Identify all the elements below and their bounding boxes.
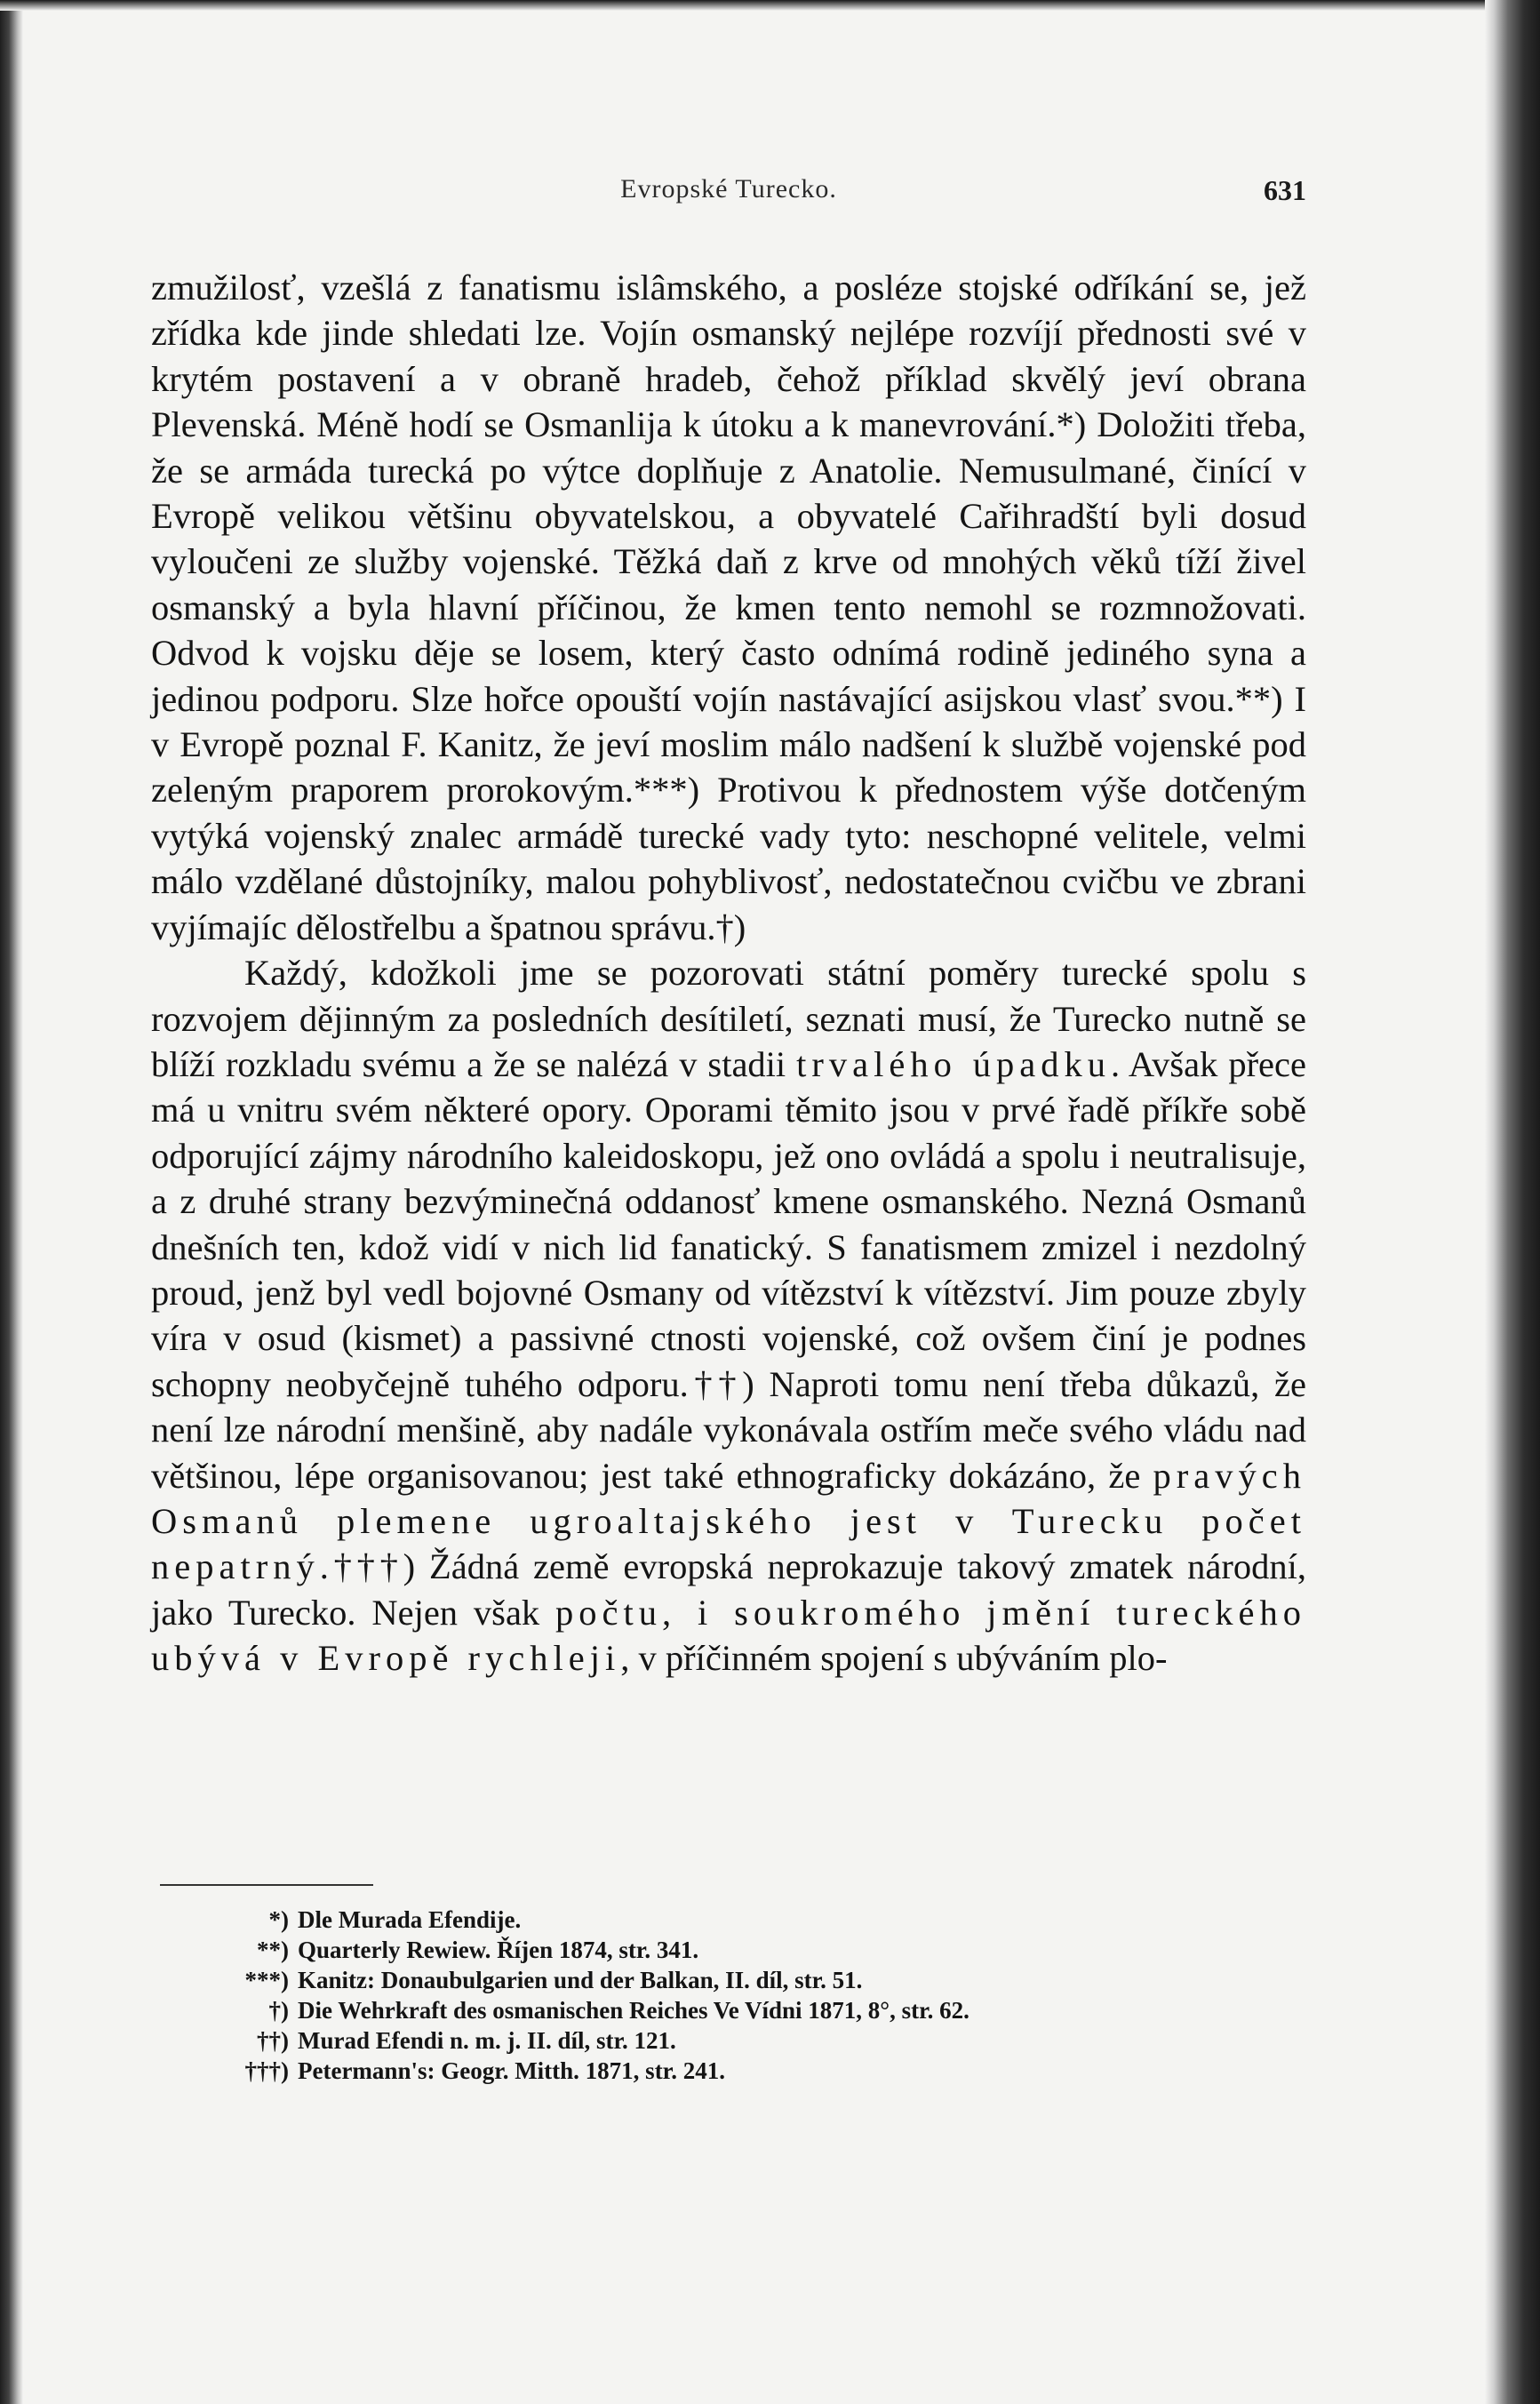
- footnote: [151, 1995, 1306, 2025]
- footnote-rule: [160, 1884, 373, 1886]
- spaced-emphasis-3: počtu, i soukromého jmění tureckého ubývá v Evropě rychleji: [151, 1592, 1306, 1679]
- footnote: [151, 2025, 1306, 2056]
- footnote-mark: †): [268, 1997, 289, 2024]
- footnote-mark: *): [268, 1906, 289, 1933]
- footnote-text: Murad Efendi n. m. j. II. díl, str. 121.: [298, 2027, 676, 2054]
- footnote: [151, 1935, 1306, 1965]
- footnote-text: Kanitz: Donaubulgarien und der Balkan, II. díl, str. 51.: [298, 1967, 863, 1993]
- footnote-text: Die Wehrkraft des osmanischen Reiches Ve Vídni 1871, 8°, str. 62.: [298, 1997, 969, 2024]
- running-head: [151, 174, 1306, 219]
- footnote-mark: ††): [257, 2027, 289, 2054]
- paragraph-2-text-1: Každý, kdožkoli jme se pozorovati státní poměry turecké spolu s rozvojem dějinným za posledních desítiletí, seznati musí, že Turecko nutně se blíží rozkladu svému a že se nalézá v stadii: [151, 953, 1306, 1084]
- paragraph-2-text-4: , v příčinném spojení s ubýváním plo-: [620, 1638, 1168, 1679]
- footnote-text: Dle Murada Efendije.: [298, 1906, 522, 1933]
- page-top-shadow: [0, 0, 1540, 11]
- paragraph-2-text-2: . Avšak přece má u vnitru svém některé opory. Oporami těmito jsou v prvé řadě příkře sobě odporující zájmy národního kaleidoskopu, jež ono ovládá a spolu i neutralisuje, a z druhé strany bezvýminečná oddanosť kmene osmanského. Nezná Osmanů dnešních ten, kdož vidí v nich lid fanatický. S fanatismem zmizel i nezdolný proud, jenž byl vedl bojovné Osmany od vítězství k vítězství. Jim pouze zbyly víra v osud (kismet) a passivné ctnosti vojenské, což ovšem činí je podnes schopny neobyčejně tuhého odporu.††) Naproti tomu není třeba důkazů, že není lze národní menšině, aby nadále vykonávala ostřím meče svého vládu nad většinou, lépe organisovanou; jest také ethnograficky dokázáno, že: [151, 1043, 1306, 1496]
- footnote-text: Quarterly Rewiew. Říjen 1874, str. 341.: [298, 1937, 699, 1963]
- footnote: [151, 1905, 1306, 1935]
- spaced-emphasis-1: trvalého úpadku: [796, 1043, 1112, 1084]
- footnote: [151, 2056, 1306, 2086]
- footnote: [151, 1965, 1306, 1995]
- paragraph-1-text: zmužilosť, vzešlá z fanatismu islâmského, a posléze stojské odříkání se, jež zřídka kde jinde shledati lze. Vojín osmanský nejlépe rozvíjí přednosti své v krytém postavení a v obraně hradeb, čehož příklad skvělý jeví obrana Plevenská. Méně hodí se Osmanlija k útoku a k manevrování.*) Doložiti třeba, že se armáda turecká po výtce doplňuje z Anatolie. Nemusulmané, činící v Evropě velikou většinu obyvatelskou, a obyvatelé Cařihradští byli dosud vyloučeni ze služby vojenské. Těžká daň z krve od mnohých věků tíží živel osmanský a byla hlavní příčinou, že kmen tento nemohl se rozmnožovati. Odvod k vojsku děje se losem, který často odnímá rodině jediného syna a jedinou podporu. Slze hořce opouští vojín nastávající asijskou vlasť svou.**) I v Evropě poznal F. Kanitz, že jeví moslim málo nadšení k službě vojenské pod zeleným praporem prorokovým.***) Protivou k přednostem výše dotčeným vytýká vojenský znalec armádě turecké vady tyto: neschopné velitele, velmi málo vzdělané důstojníky, malou pohyblivosť, nedostatečnou cvičbu ve zbrani vyjímajíc dělostřelbu a špatnou správu.†): [151, 268, 1306, 947]
- paragraph-2-text-3: .†††) Žádná země evropská neprokazuje takový zmatek národní, jako Turecko. Nejen však: [151, 1546, 1306, 1633]
- footnote-text: Petermann's: Geogr. Mitth. 1871, str. 241.: [298, 2057, 725, 2084]
- footnote-mark: **): [257, 1937, 289, 1963]
- paragraph-2: [151, 950, 1306, 1681]
- footnote-mark: ***): [244, 1967, 289, 1993]
- running-title: Evropské Turecko.: [620, 174, 837, 204]
- paragraph-1: [151, 265, 1306, 950]
- page-number: 631: [1264, 174, 1306, 206]
- footnote-mark: †††): [244, 2057, 289, 2084]
- body-text: [151, 265, 1306, 1681]
- footnotes: [151, 1905, 1306, 2086]
- spaced-emphasis-2: pravých Osmanů plemene ugroaltajského jest v Turecku počet nepatrný: [151, 1455, 1306, 1587]
